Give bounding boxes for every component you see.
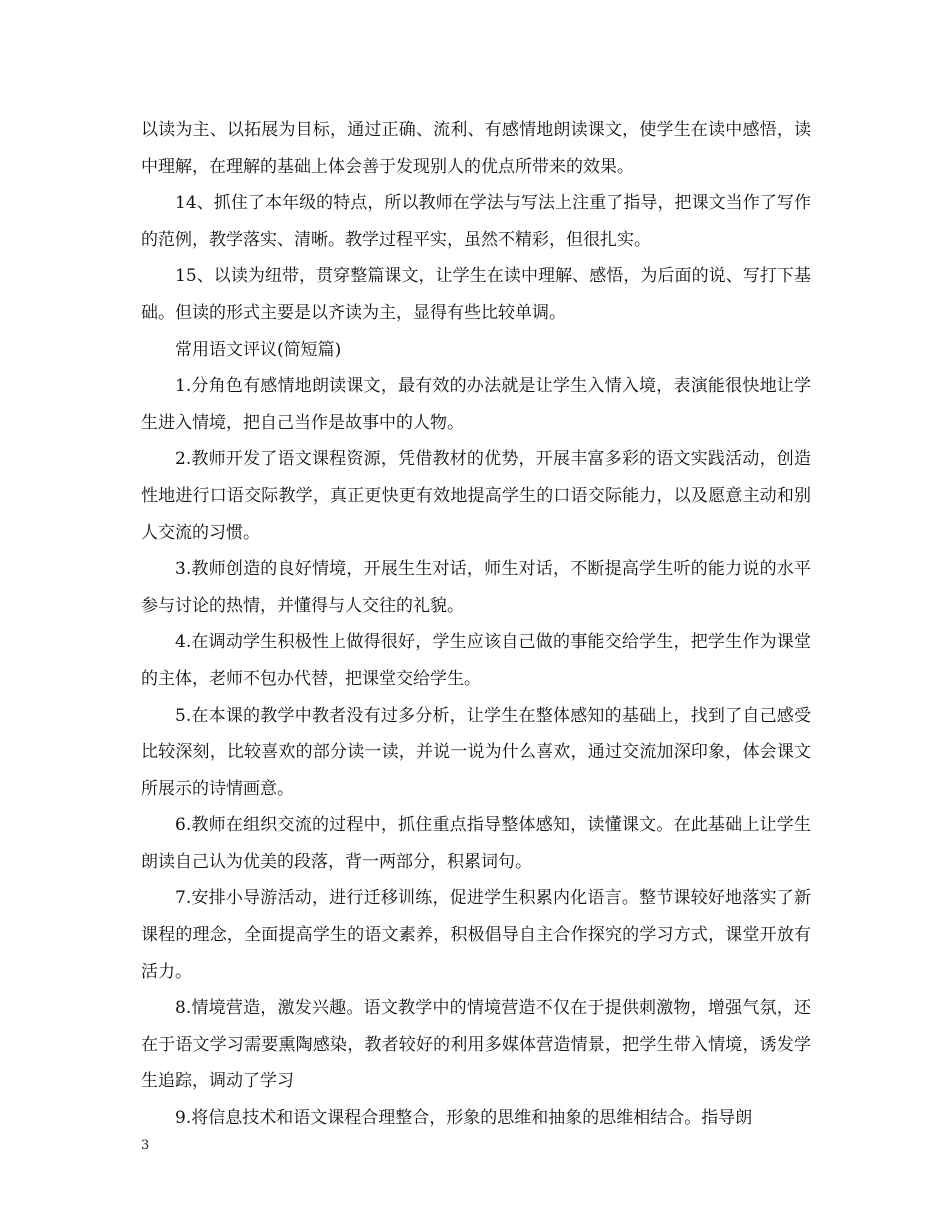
paragraph-12: 8.情境营造，激发兴趣。语文教学中的情境营造不仅在于提供刺激物，增强气氛，还在于语文学习需要熏陶感染，教者较好的利用多媒体营造情景，把学生带入情境，诱发学生追踪，调动了学习 [141,998,811,1092]
paragraph-10: 6.教师在组织交流的过程中，抓住重点指导整体感知，读懂课文。在此基础上让学生朗读自己认为优美的段落，背一两部分，积累词句。 [141,815,811,872]
paragraph-7: 3.教师创造的良好情境，开展生生对话，师生对话，不断提高学生听的能力说的水平参与讨论的热情，并懂得与人交往的礼貌。 [141,559,811,616]
paragraph-11: 7.安排小导游活动，进行迁移训练，促进学生积累内化语言。整节课较好地落实了新课程的理念，全面提高学生的语文素养，积极倡导自主合作探究的学习方式，课堂开放有活力。 [141,888,811,982]
page-number: 3 [141,1138,150,1153]
paragraph-3: 15、以读为纽带，贯穿整篇课文，让学生在读中理解、感悟，为后面的说、写打下基础。但读的形式主要是以齐读为主，显得有些比较单调。 [141,266,811,323]
section-heading: 常用语文评议(简短篇) [175,339,342,360]
paragraph-8: 4.在调动学生积极性上做得很好，学生应该自己做的事能交给学生，把学生作为课堂的主体，老师不包办代替，把课堂交给学生。 [141,632,811,689]
paragraph-6: 2.教师开发了语文课程资源，凭借教材的优势，开展丰富多彩的语文实践活动，创造性地进行口语交际教学，真正更快更有效地提高学生的口语交际能力，以及愿意主动和别人交流的习惯。 [141,449,811,543]
document-body [141,112,811,1137]
paragraph-1: 以读为主、以拓展为目标，通过正确、流利、有感情地朗读课文，使学生在读中感悟，读中理解，在理解的基础上体会善于发现别人的优点所带来的效果。 [141,120,811,177]
paragraph-13: 9.将信息技术和语文课程合理整合，形象的思维和抽象的思维相结合。指导朗 [175,1108,753,1129]
paragraph-9: 5.在本课的教学中教者没有过多分析，让学生在整体感知的基础上，找到了自己感受比较深刻，比较喜欢的部分读一读，并说一说为什么喜欢，通过交流加深印象，体会课文所展示的诗情画意。 [141,705,811,799]
paragraph-2: 14、抓住了本年级的特点，所以教师在学法与写法上注重了指导，把课文当作了写作的范例，教学落实、清晰。教学过程平实，虽然不精彩，但很扎实。 [141,193,811,250]
paragraph-5: 1.分角色有感情地朗读课文，最有效的办法就是让学生入情入境，表演能很快地让学生进入情境，把自己当作是故事中的人物。 [141,376,811,433]
